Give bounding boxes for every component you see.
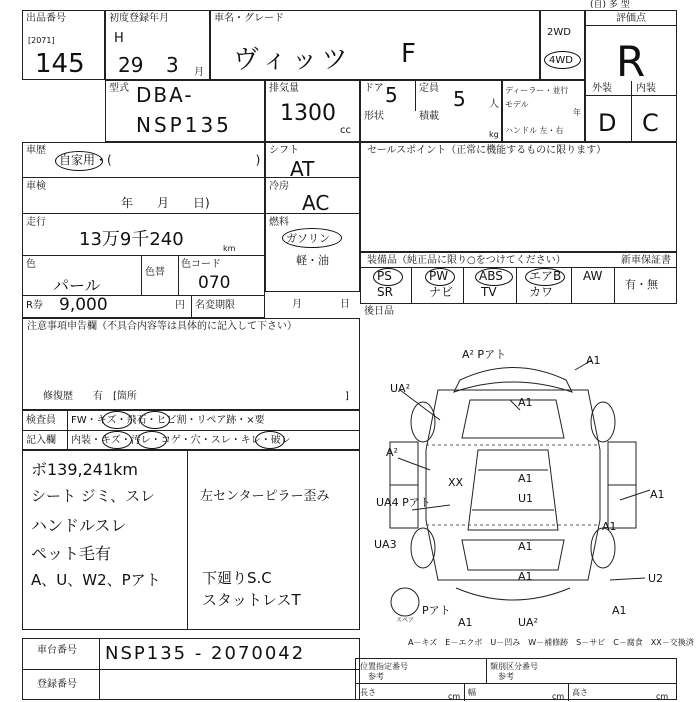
history-circle <box>55 151 103 171</box>
ext-label: 外装 <box>592 83 612 94</box>
mark-19: A1 <box>612 604 627 617</box>
eval-label: 評価点 <box>616 13 646 24</box>
length-unit: cm <box>448 692 461 701</box>
model-label: モデル <box>505 100 529 109</box>
mark-12: UA3 <box>374 538 397 551</box>
shape-label: 形状 <box>364 111 384 122</box>
displacement-label: 排気量 <box>269 83 299 94</box>
displacement-unit: cc <box>340 125 351 136</box>
ac-value: AC <box>302 191 330 215</box>
mark-6: XX <box>448 476 464 489</box>
shift-block <box>265 142 360 292</box>
mark-15: Pアト <box>422 604 451 617</box>
mark-16: A1 <box>458 616 473 629</box>
lot-value: 145 <box>35 49 85 79</box>
equip-airbag: エアB <box>529 269 562 283</box>
color-label: 色 <box>26 259 36 270</box>
eval-box <box>585 10 677 142</box>
mark-14: U2 <box>648 572 664 585</box>
type-label: 型式 <box>109 83 129 94</box>
lot-number-box <box>22 10 105 80</box>
fuel-label: 燃料 <box>269 217 289 228</box>
repair-label: 修復歴 有 [箇所 <box>43 391 137 402</box>
color-code-value: 070 <box>198 273 231 293</box>
displacement-box <box>265 80 360 142</box>
mark-17: UA² <box>518 616 538 629</box>
height-unit: cm <box>656 692 669 701</box>
drive-2wd: 2WD <box>547 27 571 38</box>
grade-value: F <box>401 39 416 69</box>
chassis-label: 車台番号 <box>37 645 77 656</box>
chassis-box <box>22 638 360 700</box>
capacity-value: 5 <box>453 87 466 111</box>
mark-1: A² Pアト <box>462 348 507 361</box>
recycle-value: 9,000 <box>59 295 108 315</box>
lot-sub: [2071] <box>28 36 55 45</box>
drive-4wd: 4WD <box>549 55 573 66</box>
caution-label: 注意事項申告欄（不具合内容等は具体的に記入して下さい） <box>27 321 297 332</box>
mark-18: A1 <box>602 520 617 533</box>
dealer-label: ディーラー・並行 <box>505 86 569 95</box>
mark-3: UA² <box>390 382 410 395</box>
shift-label: シフト <box>269 145 299 156</box>
recycle-label: R券 <box>26 300 43 311</box>
note-line-5: A、U、W2、Pアト <box>31 571 161 589</box>
warranty-value: 有・無 <box>625 278 658 291</box>
under-note-1: 下廻りS.C <box>202 569 272 587</box>
height-label: 高さ <box>572 688 588 697</box>
mark-11: A1 <box>518 540 533 553</box>
top-right-mark: (自) 多 型 <box>590 0 630 10</box>
dealer-box <box>502 80 585 142</box>
drive-box <box>540 10 585 80</box>
equip-abs: ABS <box>479 269 503 283</box>
inspector-items: FW・キズ・飛石・ヒビ割・リペア跡・×要 <box>71 415 265 426</box>
ac-label: 冷房 <box>269 181 289 192</box>
load-label: 積載 <box>419 111 439 122</box>
equip-tv: TV <box>481 285 497 299</box>
spare-label: スペア <box>396 617 415 624</box>
mark-2: A1 <box>586 354 601 367</box>
ext-value: D <box>598 109 617 137</box>
color-code-label: 色コード <box>181 259 221 270</box>
mileage-label: 走行 <box>26 217 46 228</box>
type-value-2: NSP135 <box>136 113 232 137</box>
caution-box <box>22 318 360 410</box>
int-value: C <box>642 109 659 137</box>
width-unit: cm <box>552 692 565 701</box>
box-note-2: 参考 <box>498 672 514 681</box>
note-line-2: シート ジミ、スレ <box>31 487 156 505</box>
under-note-2: スタットレスT <box>202 591 301 609</box>
history-label: 車歴 <box>26 145 46 156</box>
mileage-value: 13万9千240 <box>79 229 184 250</box>
notes-left-box <box>22 450 188 630</box>
note-line-3: ハンドルスレ <box>31 516 127 535</box>
lot-label: 出品番号 <box>26 13 66 24</box>
car-name-label: 車名・グレード <box>214 13 284 24</box>
type-box <box>105 80 265 142</box>
dimensions-box <box>355 658 677 700</box>
equip-leather: カワ <box>529 285 554 299</box>
shaken-label: 車検 <box>26 181 46 192</box>
doors-value: 5 <box>385 83 398 107</box>
mileage-unit: km <box>223 244 236 253</box>
drive-4wd-circle <box>544 51 581 69</box>
mark-7: A1 <box>518 472 533 485</box>
type-value-1: DBA- <box>136 83 194 107</box>
equip-pw: PW <box>429 269 449 283</box>
shift-value: AT <box>290 157 315 181</box>
center-note: 左センターピラー歪み <box>200 489 330 504</box>
note-line-1: ボ139,241km <box>31 460 139 479</box>
equipment-label: 装備品（純正品に限り○をつけてください） <box>367 255 566 266</box>
equip-sr: SR <box>377 285 393 299</box>
mark-13: A1 <box>518 570 533 583</box>
chassis-value: NSP135 - 2070042 <box>105 643 306 664</box>
sales-point-label: セールスポイント（正常に機能するものに限ります） <box>367 145 607 156</box>
repair-end: ] <box>345 391 349 402</box>
fuel-diesel: 軽・油 <box>296 254 329 267</box>
color-swatch-label: 色替 <box>145 267 165 278</box>
equip-ps: PS <box>377 269 392 283</box>
reg-year-value: 29 <box>118 53 144 77</box>
mark-9: U1 <box>518 492 534 505</box>
load-unit: kg <box>489 130 499 139</box>
rear-seat-label: 後日品 <box>364 306 394 317</box>
first-reg-box <box>105 10 210 80</box>
length-label: 長さ <box>360 688 376 697</box>
doors-label: ドア <box>364 83 384 94</box>
notes-right-box <box>188 450 360 630</box>
equip-navi: ナビ <box>429 285 454 299</box>
recycle-unit: 円 <box>175 300 185 311</box>
eval-value: R <box>616 37 646 86</box>
note-line-4: ペット毛有 <box>31 544 112 563</box>
warranty-label: 新車保証書 <box>621 255 671 266</box>
writer-items: 内装・キズ・汚レ・コゲ・穴・スレ・キレ・破レ <box>71 435 291 446</box>
equip-aw: AW <box>583 269 603 283</box>
box-label-1: 位置指定番号 <box>360 662 408 671</box>
name-change-label: 名変期限 <box>195 300 235 311</box>
history-value: 自家用・( ) <box>59 153 261 167</box>
sales-point-box <box>360 142 677 252</box>
shaken-value: 年 月 日) <box>121 196 210 210</box>
int-label: 内装 <box>636 83 656 94</box>
capacity-label: 定員 <box>419 83 439 94</box>
inspector-box <box>22 410 360 450</box>
equipment-box <box>360 252 677 304</box>
doors-capacity-box <box>360 80 502 142</box>
reg-month-unit: 月 <box>194 67 204 78</box>
reg-label: 登録番号 <box>37 679 77 690</box>
first-reg-label: 初度登録年月 <box>109 13 169 24</box>
mark-4: A1 <box>518 396 533 409</box>
fuel-circle <box>282 228 342 248</box>
era-value: H <box>114 31 124 46</box>
mark-8: UA4 Pアト <box>376 496 431 509</box>
damage-legend: A－キズ E－エクボ U－凹み W－補修跡 S－サビ C－腐食 XX－交換済 <box>408 638 694 647</box>
inspector-label: 検査員 <box>26 415 56 426</box>
car-name-value: ヴィッツ <box>233 45 352 75</box>
handle-label: ハンドル 左・右 <box>505 126 564 135</box>
box-note-1: 参考 <box>368 672 384 681</box>
capacity-unit: 人 <box>489 99 499 110</box>
mark-10: A1 <box>650 488 665 501</box>
box-label-2: 類別区分番号 <box>490 662 538 671</box>
displacement-value: 1300 <box>280 101 336 126</box>
width-label: 幅 <box>468 688 476 697</box>
color-value: パール <box>53 276 101 295</box>
name-change-day: 日 <box>340 299 350 310</box>
mark-5: A² <box>386 446 398 459</box>
reg-month-value: 3 <box>166 53 179 77</box>
car-damage-diagram <box>360 330 677 630</box>
name-change-month: 月 <box>292 299 302 310</box>
fuel-gas: ガソリン <box>286 232 330 245</box>
car-name-box <box>210 10 540 80</box>
history-block <box>22 142 265 318</box>
year-label: 年 <box>573 108 581 117</box>
writer-label: 記入欄 <box>26 435 56 446</box>
